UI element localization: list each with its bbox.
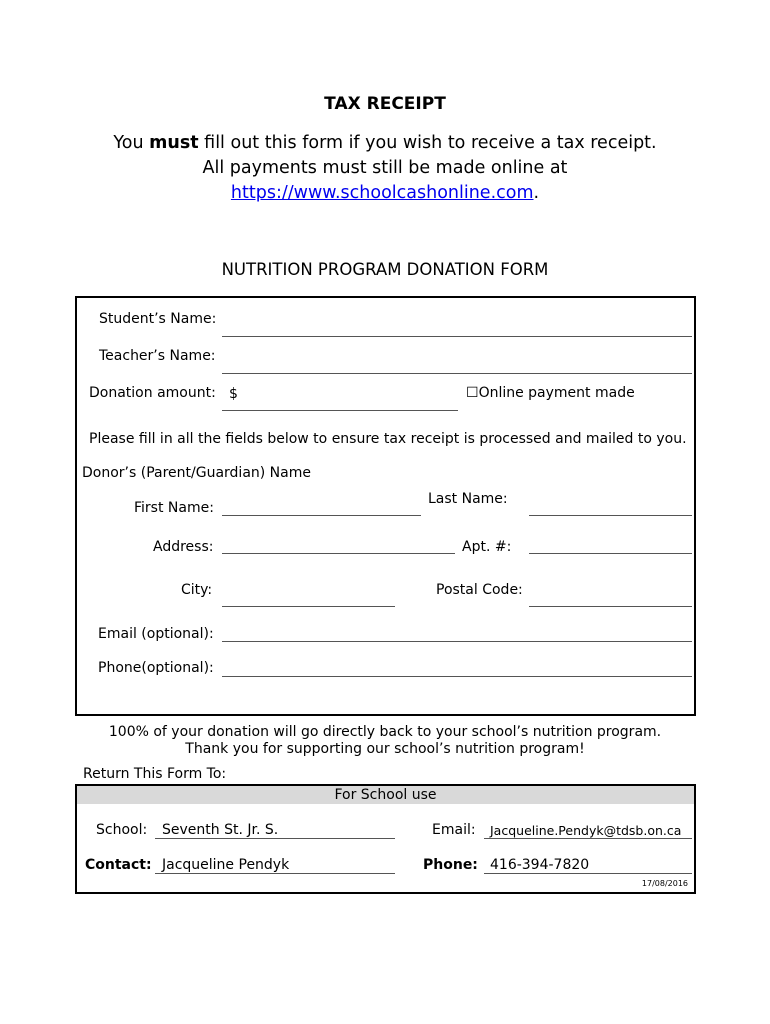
checkbox-icon: ☐ <box>466 385 479 401</box>
form-title: NUTRITION PROGRAM DONATION FORM <box>221 260 549 279</box>
intro-line-1 <box>0 133 770 153</box>
return-label: Return This Form To: <box>83 766 227 782</box>
school-email-field[interactable] <box>484 838 692 839</box>
student-name-label: Student’s Name: <box>99 311 217 327</box>
city-label: City: <box>181 582 213 598</box>
school-phone-field[interactable] <box>484 873 692 874</box>
apt-field[interactable] <box>529 553 692 554</box>
donor-heading: Donor’s (Parent/Guardian) Name <box>82 465 311 481</box>
page-title: TAX RECEIPT <box>324 94 446 114</box>
phone-label: Phone(optional): <box>98 660 214 676</box>
school-use-header: For School use <box>77 786 694 804</box>
apt-label: Apt. #: <box>462 539 512 555</box>
last-name-label: Last Name: <box>428 491 508 507</box>
first-name-label: First Name: <box>134 500 214 516</box>
intro-bold: must <box>149 133 199 153</box>
school-value: Seventh St. Jr. S. <box>162 822 279 838</box>
donation-amount-field[interactable] <box>222 410 458 411</box>
school-email-label: Email: <box>432 822 476 838</box>
school-phone-value: 416-394-7820 <box>490 857 590 873</box>
postal-code-label: Postal Code: <box>436 582 523 598</box>
instruction-text: Please fill in all the fields below to ensure tax receipt is processed and mailed to you. <box>89 431 687 447</box>
phone-field[interactable] <box>222 676 692 677</box>
email-field[interactable] <box>222 641 692 642</box>
email-label: Email (optional): <box>98 626 214 642</box>
contact-value: Jacqueline Pendyk <box>162 857 290 873</box>
school-cash-link[interactable]: https://www.schoolcashonline.com <box>230 183 534 203</box>
online-payment-checkbox[interactable] <box>466 385 635 401</box>
last-name-field[interactable] <box>529 515 692 516</box>
address-field[interactable] <box>222 553 455 554</box>
school-phone-label: Phone: <box>423 857 478 873</box>
intro-line-2: All payments must still be made online at <box>202 158 568 178</box>
postal-code-field[interactable] <box>529 606 692 607</box>
school-email-value: Jacqueline.Pendyk@tdsb.on.ca <box>490 823 682 838</box>
thank-you-note: Thank you for supporting our school’s nutrition program! <box>185 741 585 757</box>
teacher-name-field[interactable] <box>222 373 692 374</box>
contact-label: Contact: <box>85 857 152 873</box>
school-label: School: <box>96 822 148 838</box>
intro-pre: You <box>113 133 150 153</box>
link-suffix: . <box>533 183 540 203</box>
student-name-field[interactable] <box>222 336 692 337</box>
address-label: Address: <box>153 539 214 555</box>
teacher-name-label: Teacher’s Name: <box>99 348 216 364</box>
city-field[interactable] <box>222 606 395 607</box>
contact-field[interactable] <box>155 873 395 874</box>
intro-line-3 <box>0 183 770 203</box>
online-payment-label: Online payment made <box>478 385 635 401</box>
first-name-field[interactable] <box>222 515 421 516</box>
donation-amount-label: Donation amount: <box>89 385 216 401</box>
school-field[interactable] <box>155 838 395 839</box>
donation-note: 100% of your donation will go directly back to your school’s nutrition program. <box>108 724 662 740</box>
form-date: 17/08/2016 <box>641 879 688 888</box>
intro-post: fill out this form if you wish to receive a tax receipt. <box>198 133 657 153</box>
currency-symbol: $ <box>229 386 238 402</box>
